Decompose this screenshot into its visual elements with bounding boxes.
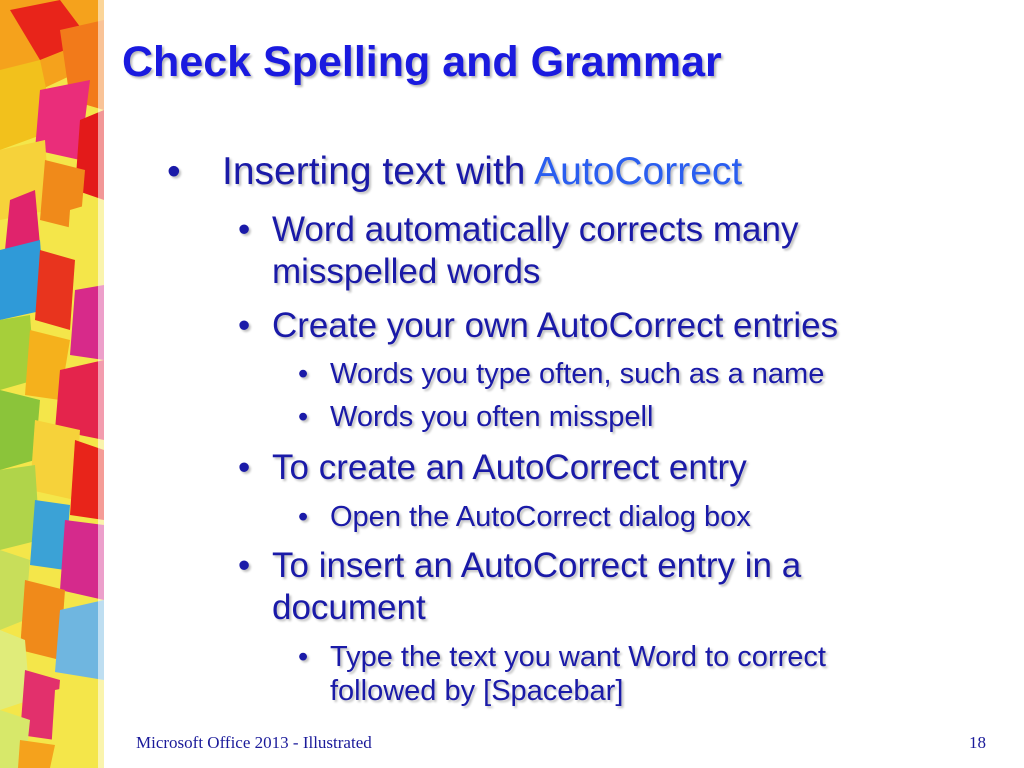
bullet-symbol: • <box>298 358 309 390</box>
bullet-text-line1: To insert an AutoCorrect entry in a <box>272 546 802 585</box>
bullet-text-line1: Type the text you want Word to correct <box>330 641 826 673</box>
autocorrect-highlight: AutoCorrect <box>534 150 743 193</box>
bullet-symbol: • <box>298 401 309 433</box>
bullet-symbol: • <box>298 641 309 673</box>
slide-number: 18 <box>969 733 986 752</box>
bullet-text: Words you often misspell <box>330 401 654 433</box>
bullet-text-line2: document <box>272 588 426 627</box>
footer-source: Microsoft Office 2013 - Illustrated <box>136 733 372 752</box>
bullet-symbol: • <box>167 150 181 193</box>
bullet-symbol: • <box>238 448 251 487</box>
bullet-text: Words you type often, such as a name <box>330 358 825 390</box>
bullet-symbol: • <box>238 546 251 585</box>
bullet-text: Inserting text with <box>222 150 535 193</box>
bullet-symbol: • <box>238 306 251 345</box>
bullet-text: Create your own AutoCorrect entries <box>272 306 839 345</box>
slide-title: Check Spelling and Grammar <box>122 38 722 86</box>
bullet-symbol: • <box>298 501 309 533</box>
bullet-text-line2: followed by [Spacebar] <box>330 675 624 707</box>
bullet-text-line2: misspelled words <box>272 252 541 291</box>
bullet-symbol: • <box>238 210 251 249</box>
bullet-text-line1: Word automatically corrects many <box>272 210 799 249</box>
bullet-text: Open the AutoCorrect dialog box <box>330 501 751 533</box>
bullet-text: To create an AutoCorrect entry <box>272 448 747 487</box>
